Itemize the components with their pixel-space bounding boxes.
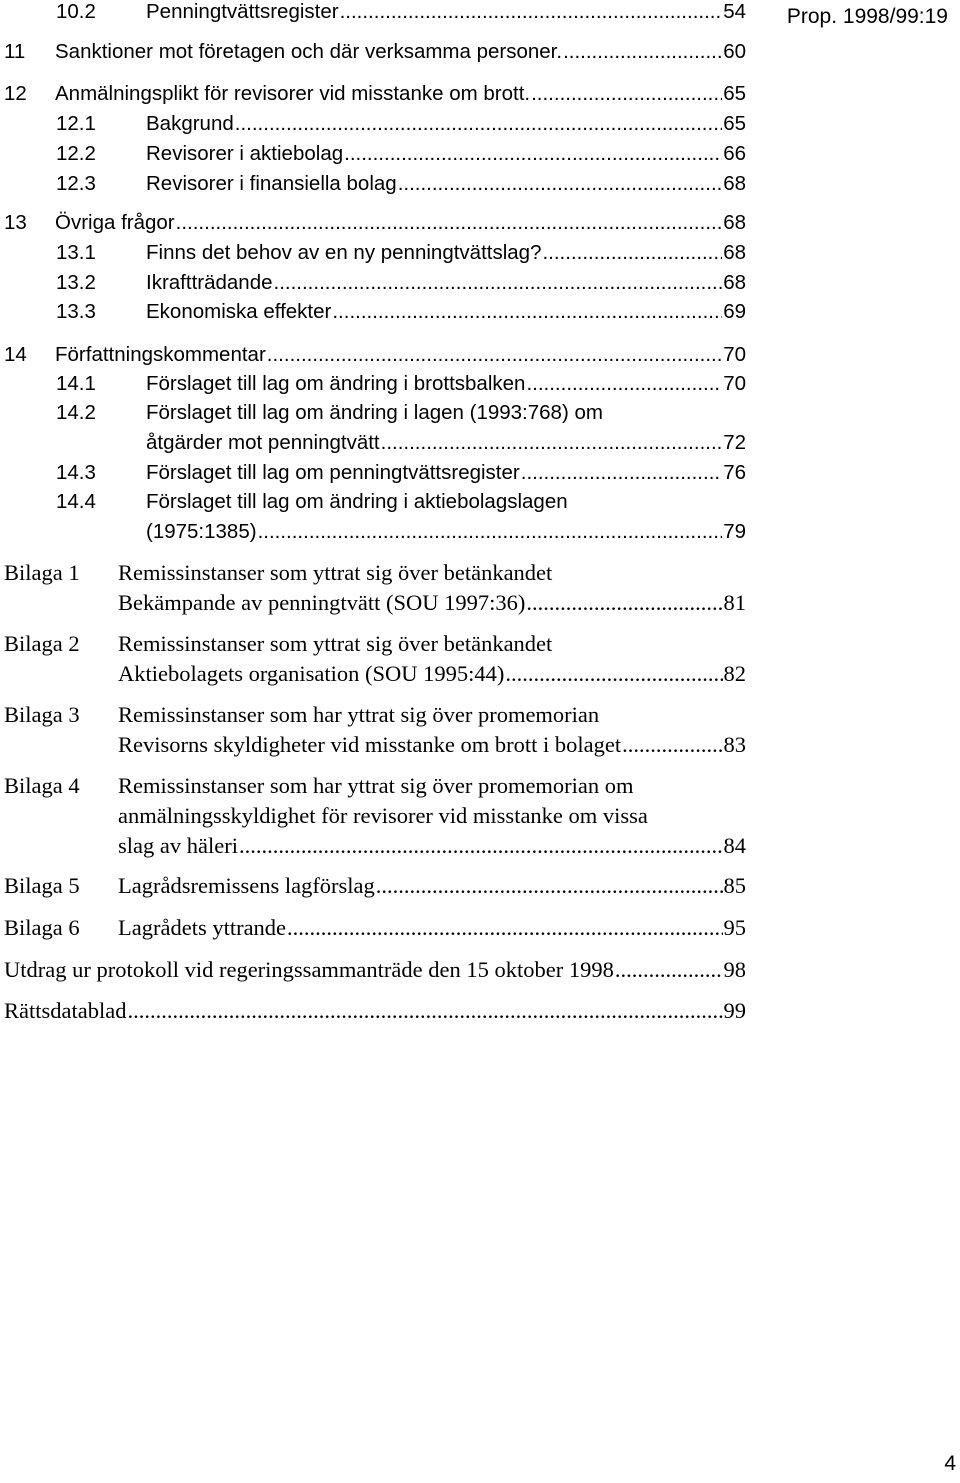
toc-entry-number: Bilaga 6 [4, 915, 80, 940]
toc-entry-page: 68 [723, 211, 746, 234]
toc-entry-title: (1975:1385) [146, 520, 257, 543]
toc-entry-number: Bilaga 4 [4, 773, 80, 798]
dot-leader [542, 238, 722, 268]
dot-leader [615, 955, 723, 985]
toc-entry-title: Bakgrund [146, 112, 234, 135]
toc-entry-title: Aktiebolagets organisation (SOU 1995:44) [118, 661, 505, 686]
dot-leader [526, 369, 722, 399]
toc-entry-title: Ekonomiska effekter [146, 300, 332, 323]
toc-entry-number: 12 [4, 82, 27, 105]
toc-entry-page: 54 [723, 0, 746, 23]
toc-entry-title: Revisorer i finansiella bolag [146, 172, 397, 195]
toc-entry-page: 82 [723, 661, 746, 686]
toc-entry-page: 65 [723, 82, 746, 105]
toc-entry-page: 84 [723, 833, 746, 858]
dot-leader [531, 79, 722, 109]
toc-entry-title: Remissinstanser som har yttrat sig över promemorian [118, 702, 600, 727]
dot-leader [563, 37, 722, 67]
toc-entry-number: 10.2 [56, 0, 96, 23]
dot-leader [258, 517, 723, 547]
toc-entry-title: Ikraftträdande [146, 271, 273, 294]
dot-leader [526, 588, 722, 618]
toc-entry-number: 13.1 [56, 241, 96, 264]
toc-entry-title: Finns det behov av en ny penningtvättslag? [146, 241, 542, 264]
toc-entry-page: 66 [723, 142, 746, 165]
toc-entry-title: Remissinstanser som har yttrat sig över promemorian om [118, 773, 634, 798]
toc-entry-page: 69 [723, 300, 746, 323]
dot-leader [381, 428, 723, 458]
toc-entry-page: 60 [723, 40, 746, 63]
dot-leader [127, 996, 722, 1026]
toc-entry-page: 98 [723, 957, 746, 982]
toc-entry-title: Författningskommentar [55, 343, 266, 366]
dot-leader [235, 109, 722, 139]
toc-entry-page: 70 [723, 372, 746, 395]
dot-leader [505, 659, 722, 689]
toc-entry-title: Förslaget till lag om ändring i aktiebolagslagen [146, 490, 568, 513]
dot-leader [344, 139, 722, 169]
toc-entry-title: Utdrag ur protokoll vid regeringssammanträde den 15 oktober 1998 [4, 957, 614, 982]
dot-leader [376, 871, 723, 901]
dot-leader [622, 730, 722, 760]
toc-entry-number: Bilaga 1 [4, 560, 80, 585]
toc-entry-page: 81 [723, 590, 746, 615]
toc-entry-page: 95 [723, 915, 746, 940]
toc-entry-number: 14 [4, 343, 27, 366]
toc-entry-title: Förslaget till lag om ändring i lagen (1993:768) om [146, 401, 603, 424]
toc-entry-number: Bilaga 5 [4, 873, 80, 898]
toc-entry-page: 68 [723, 241, 746, 264]
toc-entry-page: 99 [723, 998, 746, 1023]
toc-entry-page: 68 [723, 271, 746, 294]
toc-entry-page: 85 [723, 873, 746, 898]
toc-entry-title: Övriga frågor [55, 211, 175, 234]
toc-entry-number: 12.3 [56, 172, 96, 195]
toc-entry-page: 68 [723, 172, 746, 195]
toc-entry-number: Bilaga 2 [4, 631, 80, 656]
dot-leader [274, 268, 723, 298]
toc-entry-number: 14.4 [56, 490, 96, 513]
toc-entry-number: 13.3 [56, 300, 96, 323]
toc-entry-title: åtgärder mot penningtvätt [146, 431, 380, 454]
toc-entry-title: Förslaget till lag om penningtvättsregister [146, 461, 520, 484]
toc-entry-title: Bekämpande av penningtvätt (SOU 1997:36) [118, 590, 526, 615]
toc-entry-number: 14.3 [56, 461, 96, 484]
dot-leader [287, 913, 722, 943]
toc-entry-number: 11 [4, 40, 26, 63]
toc-entry-title: Sanktioner mot företagen och där verksamma personer. [55, 40, 563, 63]
page-number: 4 [944, 1452, 956, 1475]
toc-entry-number: Bilaga 3 [4, 702, 80, 727]
toc-entry-title: Revisorer i aktiebolag [146, 142, 344, 165]
proposition-reference: Prop. 1998/99:19 [786, 5, 948, 28]
dot-leader [521, 458, 722, 488]
toc-entry-page: 70 [723, 343, 746, 366]
toc-entry-page: 76 [723, 461, 746, 484]
toc-entry-number: 13.2 [56, 271, 96, 294]
toc-entry-title: Anmälningsplikt för revisorer vid misstanke om brott. [55, 82, 531, 105]
dot-leader [332, 297, 722, 327]
toc-entry-page: 79 [723, 520, 746, 543]
toc-entry-page: 83 [723, 732, 746, 757]
dot-leader [176, 208, 723, 238]
toc-entry-page: 72 [723, 431, 746, 454]
toc-entry-title: Rättsdatablad [4, 998, 127, 1023]
dot-leader [340, 0, 723, 27]
toc-entry-title: Förslaget till lag om ändring i brottsbalken [146, 372, 526, 395]
dot-leader [398, 169, 723, 199]
dot-leader [239, 831, 723, 861]
toc-entry-number: 14.1 [56, 372, 96, 395]
toc-entry-title: Lagrådets yttrande [118, 915, 287, 940]
toc-entry-number: 12.2 [56, 142, 96, 165]
toc-entry-number: 14.2 [56, 401, 96, 424]
toc-entry-title: Remissinstanser som yttrat sig över betänkandet [118, 631, 553, 656]
dot-leader [267, 340, 722, 370]
toc-entry-number: 12.1 [56, 112, 96, 135]
toc-entry-title: anmälningsskyldighet för revisorer vid misstanke om vissa [118, 803, 648, 828]
toc-entry-title: Penningtvättsregister [146, 0, 339, 23]
toc-entry-title: slag av häleri [118, 833, 238, 858]
toc-entry-title: Remissinstanser som yttrat sig över betänkandet [118, 560, 553, 585]
toc-entry-page: 65 [723, 112, 746, 135]
toc-entry-title: Lagrådsremissens lagförslag [118, 873, 375, 898]
toc-entry-number: 13 [4, 211, 27, 234]
toc-entry-title: Revisorns skyldigheter vid misstanke om brott i bolaget [118, 732, 622, 757]
